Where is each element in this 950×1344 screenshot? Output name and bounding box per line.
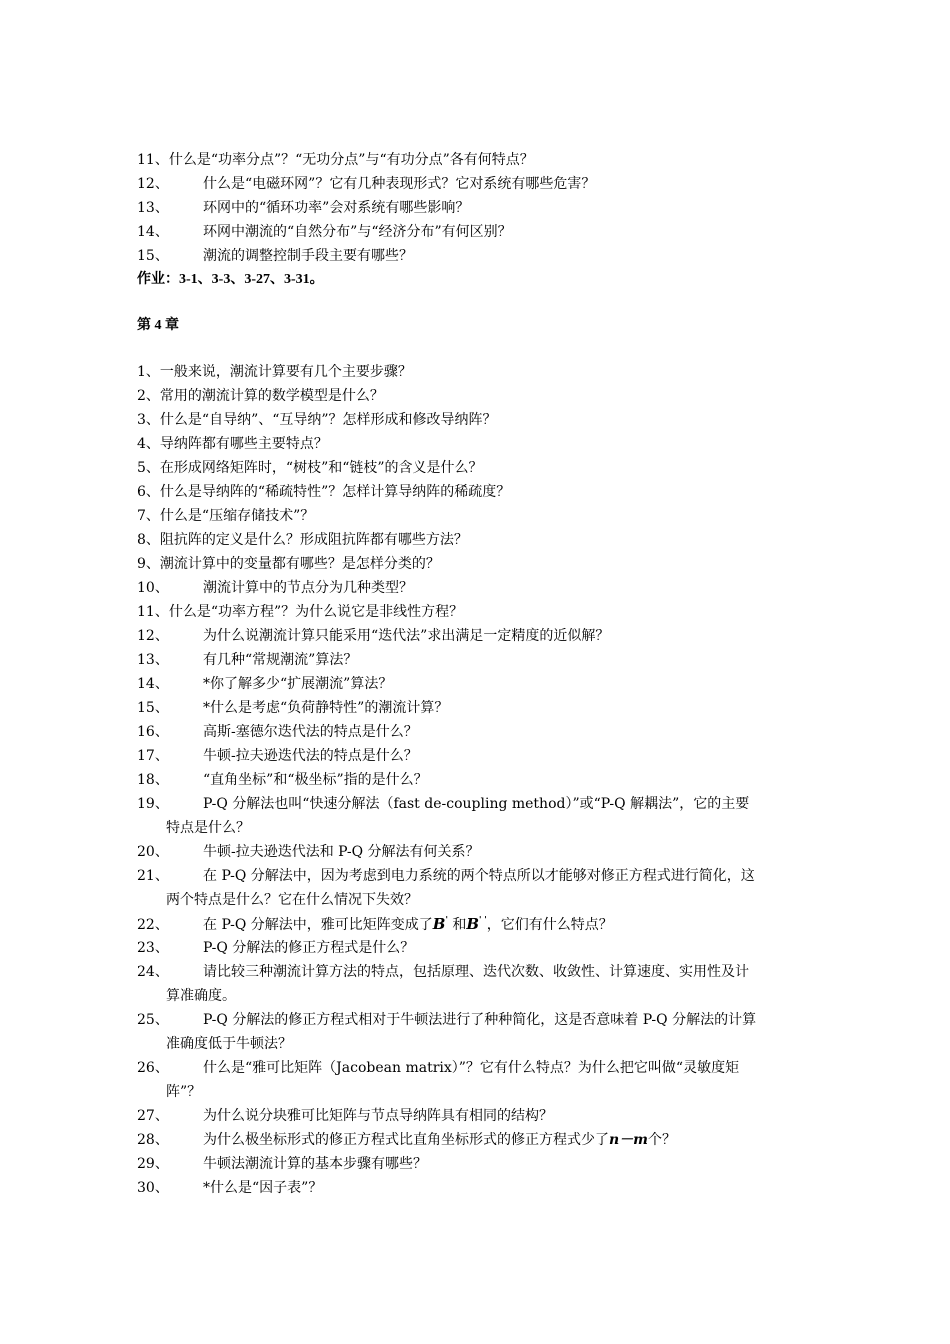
item-text: 什么是“功率分点”？“无功分点”与“有功分点”各有何特点？ — [168, 152, 534, 168]
item-number: 5、 — [137, 460, 160, 476]
item-number: 18、 — [137, 772, 169, 788]
item-text: 为什么说潮流计算只能采用“迭代法”求出满足一定精度的近似解？ — [203, 628, 610, 644]
item-text: “直角坐标”和“极坐标”指的是什么？ — [203, 772, 428, 788]
list-item — [137, 408, 861, 432]
item-number: 10、 — [137, 580, 169, 596]
list-item — [137, 360, 861, 384]
list-item — [137, 220, 861, 244]
item-text: 潮流计算中的变量都有哪些？是怎样分类的？ — [159, 556, 440, 572]
item-number: 25、 — [137, 1012, 169, 1028]
item-number: 2、 — [137, 388, 160, 404]
item-number: 30、 — [137, 1180, 169, 1196]
list-item — [137, 960, 861, 1008]
item-number: 16、 — [137, 724, 169, 740]
list-item — [137, 912, 861, 936]
item-number: 15、 — [137, 700, 169, 716]
chapter-heading: 第 4 章 — [137, 318, 179, 333]
list-item — [137, 648, 861, 672]
list-item — [137, 936, 861, 960]
list-item — [137, 148, 861, 172]
item-text: 在形成网络矩阵时，“树枝”和“链枝”的含义是什么？ — [159, 460, 483, 476]
item-text: *什么是考虑“负荷静特性”的潮流计算？ — [203, 700, 449, 716]
item-text-line2: 两个特点是什么？它在什么情况下失效？ — [166, 892, 418, 908]
list-item — [137, 1128, 861, 1152]
item-number: 14、 — [137, 224, 169, 240]
item-text-line2: 准确度低于牛顿法？ — [166, 1036, 292, 1052]
n-minus-m-formula: n－m — [609, 1132, 648, 1148]
item-number: 3、 — [137, 412, 160, 428]
item-text: 潮流计算中的节点分为几种类型？ — [203, 580, 413, 596]
item-text-line2: 算准确度。 — [166, 988, 236, 1004]
list-item — [137, 528, 861, 552]
item-text: 高斯-塞德尔迭代法的特点是什么？ — [203, 724, 418, 740]
list-item — [137, 624, 861, 648]
item-number: 13、 — [137, 652, 169, 668]
list-item — [137, 1056, 861, 1104]
item-number: 15、 — [137, 248, 169, 264]
list-item — [137, 172, 861, 196]
item-number: 17、 — [137, 748, 169, 764]
item-number: 11、 — [137, 152, 169, 168]
list-item — [137, 552, 861, 576]
item-text-line2: 特点是什么？ — [166, 820, 250, 836]
chapter4-question-list-a — [137, 360, 861, 576]
item-text: 牛顿-拉夫逊迭代法和 P-Q 分解法有何关系？ — [203, 844, 480, 860]
list-item — [137, 244, 861, 268]
list-item — [137, 600, 861, 624]
item-text: 常用的潮流计算的数学模型是什么？ — [159, 388, 384, 404]
item-text: 潮流的调整控制手段主要有哪些？ — [203, 248, 413, 264]
matrix-b-double-prime-symbol: B' ' — [466, 914, 487, 933]
list-item — [137, 768, 861, 792]
list-item — [137, 576, 861, 600]
item-number: 7、 — [137, 508, 160, 524]
item-text-line1: P-Q 分解法也叫“快速分解法（fast de-coupling method）”或“P-Q 解耦法”，它的主要 — [203, 796, 750, 812]
list-item — [137, 1008, 861, 1056]
item-text-line1: P-Q 分解法的修正方程式相对于牛顿法进行了种种简化，这是否意味着 P-Q 分解法的计算 — [203, 1012, 757, 1028]
item-text: 什么是“功率方程”？为什么说它是非线性方程？ — [168, 604, 464, 620]
item-number: 8、 — [137, 532, 160, 548]
list-item — [137, 1104, 861, 1128]
item-text: 为什么极坐标形式的修正方程式比直角坐标形式的修正方程式少了n－m个？ — [203, 1132, 676, 1148]
item-number: 12、 — [137, 628, 169, 644]
item-text: 什么是“自导纳”、“互导纳”？怎样形成和修改导纳阵？ — [159, 412, 497, 428]
item-number: 21、 — [137, 868, 169, 884]
list-item — [137, 1152, 861, 1176]
item-text: 在 P-Q 分解法中，雅可比矩阵变成了B' 和B' '，它们有什么特点？ — [203, 914, 613, 933]
matrix-b-prime-symbol: B' — [432, 914, 448, 933]
item-number: 29、 — [137, 1156, 169, 1172]
item-text-line2: 阵”？ — [166, 1084, 202, 1100]
item-number: 6、 — [137, 484, 160, 500]
item-text: 牛顿法潮流计算的基本步骤有哪些？ — [203, 1156, 427, 1172]
item-number: 11、 — [137, 604, 169, 620]
item-number: 13、 — [137, 200, 169, 216]
item-number: 1、 — [137, 364, 160, 380]
item-text: 阻抗阵的定义是什么？形成阻抗阵都有哪些方法？ — [159, 532, 468, 548]
item-number: 4、 — [137, 436, 160, 452]
list-item — [137, 480, 861, 504]
item-number: 9、 — [137, 556, 160, 572]
item-text: 有几种“常规潮流”算法？ — [203, 652, 358, 668]
list-item — [137, 384, 861, 408]
homework-line: 作业：3-1、3-3、3-27、3-31。 — [137, 272, 324, 287]
chapter4-question-list-b — [137, 624, 861, 792]
item-number: 19、 — [137, 796, 169, 812]
item-text-line1: 什么是“雅可比矩阵（Jacobean matrix）”？它有什么特点？为什么把它叫做“灵敏度矩 — [203, 1060, 740, 1076]
item-number: 23、 — [137, 940, 169, 956]
item-text: 环网中的“循环功率”会对系统有哪些影响？ — [203, 200, 470, 216]
chapter3-question-list — [137, 148, 861, 268]
list-item — [137, 456, 861, 480]
item-text: 一般来说，潮流计算要有几个主要步骤？ — [159, 364, 412, 380]
item-number: 22、 — [137, 917, 169, 933]
item-number: 27、 — [137, 1108, 169, 1124]
item-text: 导纳阵都有哪些主要特点？ — [159, 436, 328, 452]
item-text: *你了解多少“扩展潮流”算法？ — [203, 676, 393, 692]
list-item — [137, 720, 861, 744]
list-item — [137, 696, 861, 720]
list-item — [137, 432, 861, 456]
item-text: *什么是“因子表”？ — [203, 1180, 323, 1196]
list-item — [137, 792, 861, 840]
list-item — [137, 744, 861, 768]
item-number: 28、 — [137, 1132, 169, 1148]
document-body — [137, 148, 861, 1200]
item-text: 什么是“电磁环网”？它有几种表现形式？它对系统有哪些危害？ — [203, 176, 596, 192]
item-text-line1: 请比较三种潮流计算方法的特点，包括原理、迭代次数、收敛性、计算速度、实用性及计 — [203, 964, 749, 980]
item-text: P-Q 分解法的修正方程式是什么？ — [203, 940, 415, 956]
item-text-line1: 在 P-Q 分解法中，因为考虑到电力系统的两个特点所以才能够对修正方程式进行简化，这 — [203, 868, 755, 884]
list-item — [137, 1176, 861, 1200]
item-text: 环网中潮流的“自然分布”与“经济分布”有何区别？ — [203, 224, 512, 240]
list-item — [137, 196, 861, 220]
item-text: 为什么说分块雅可比矩阵与节点导纳阵具有相同的结构？ — [203, 1108, 553, 1124]
item-number: 20、 — [137, 844, 169, 860]
list-item — [137, 504, 861, 528]
item-number: 26、 — [137, 1060, 169, 1076]
item-number: 24、 — [137, 964, 169, 980]
list-item — [137, 864, 861, 912]
list-item — [137, 840, 861, 864]
item-text: 牛顿-拉夫逊迭代法的特点是什么？ — [203, 748, 418, 764]
item-text: 什么是“压缩存储技术”？ — [159, 508, 315, 524]
item-text: 什么是导纳阵的“稀疏特性”？怎样计算导纳阵的稀疏度？ — [159, 484, 511, 500]
item-number: 14、 — [137, 676, 169, 692]
list-item — [137, 672, 861, 696]
item-number: 12、 — [137, 176, 169, 192]
